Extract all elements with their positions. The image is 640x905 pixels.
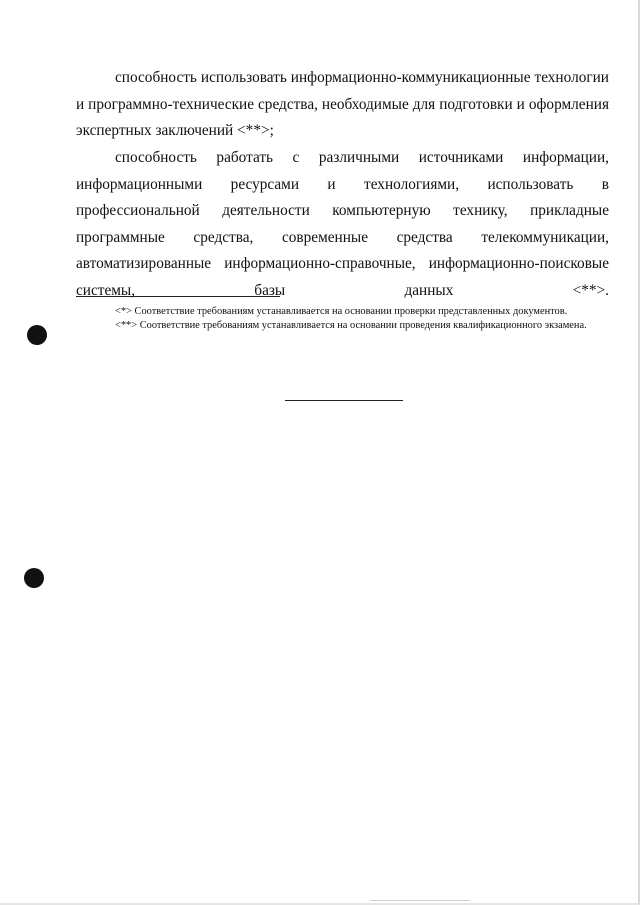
footnote-1: <*> Соответствие требованиям устанавливается на основании проверки представленных документов. xyxy=(115,306,568,317)
footnote-2: <**> Соответствие требованиям устанавливается на основании проведения квалификационного экзамена. xyxy=(115,319,587,331)
footnote-separator xyxy=(76,296,280,297)
end-of-text-rule xyxy=(285,400,403,401)
paragraph-1: способность использовать информационно-коммуникационные технологии и программно-технические средства, необходимые для подготовки и оформления экспертных заключений <**>; xyxy=(76,69,609,139)
scan-edge-mark xyxy=(370,900,470,901)
punch-hole-mark xyxy=(24,568,44,588)
paragraph-2: способность работать с различными источниками информации, информационными ресурсами и технологиями, использовать в профессиональной деятельности компьютерную технику, прикладные программные средства, современные средства телекоммуникации, автоматизированные информационно-справочные, информационно-поисковые системы, базы данных <**>. xyxy=(76,149,609,299)
footnotes xyxy=(76,305,609,332)
punch-hole-mark xyxy=(27,325,47,345)
